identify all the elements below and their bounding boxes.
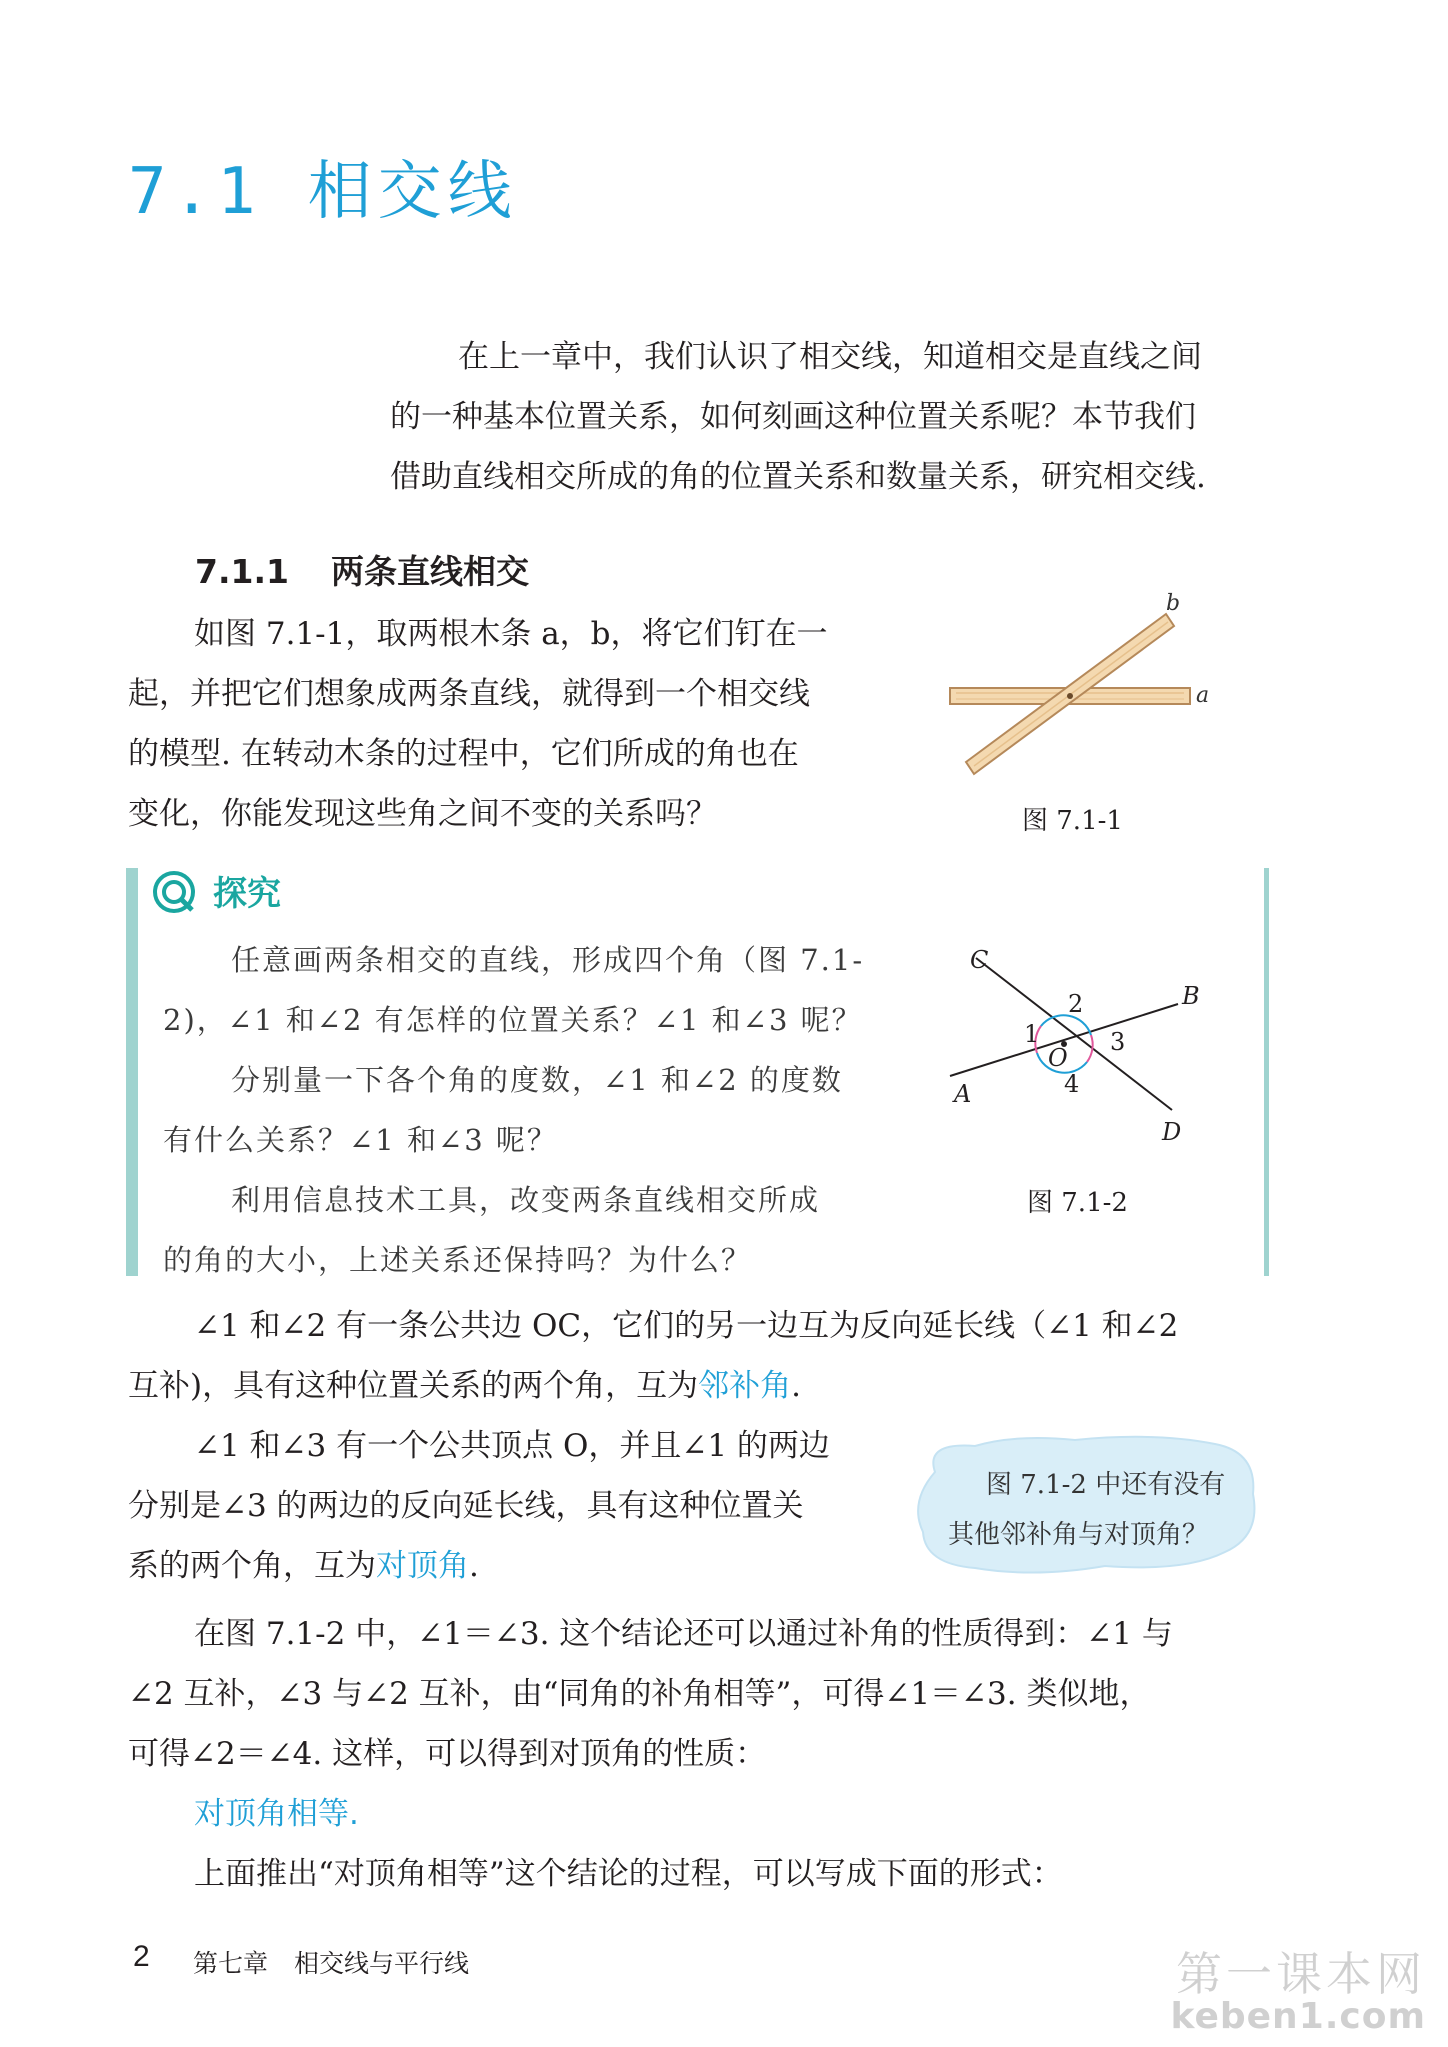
para-line: [128, 1536, 830, 1596]
para-proof: [128, 1604, 1173, 1784]
para-line: 的模型. 在转动木条的过程中，它们所成的角也在: [128, 736, 799, 772]
para-line: ∠1 和∠3 有一个公共顶点 O，并且∠1 的两边: [194, 1428, 830, 1464]
label-C: C: [970, 946, 989, 974]
para-derivation-form: 上面推出“对顶角相等”这个结论的过程，可以写成下面的形式：: [194, 1856, 1063, 1892]
para-line: 变化，你能发现这些角之间不变的关系吗？: [128, 796, 717, 832]
intro-line: 借助直线相交所成的角的位置关系和数量关系，研究相交线.: [390, 459, 1206, 495]
label-b: b: [1166, 591, 1181, 616]
chapter-number: 第七章: [193, 1949, 269, 1978]
property-statement: 对顶角相等.: [194, 1796, 359, 1832]
figure-intersecting-lines: [940, 940, 1240, 1150]
intro-line: 的一种基本位置关系，如何刻画这种位置关系呢？本节我们: [390, 399, 1196, 435]
explore-line: 利用信息技术工具，改变两条直线相交所成: [231, 1183, 821, 1217]
term-adjacent-supplementary: 邻补角: [698, 1368, 792, 1404]
explore-left-bar: [126, 868, 138, 1276]
explore-line: 有什么关系？∠1 和∠3 呢？: [163, 1123, 558, 1157]
subsection-title: 两条直线相交: [330, 552, 529, 591]
explore-line: 分别量一下各个角的度数，∠1 和∠2 的度数: [231, 1063, 843, 1097]
watermark-cn: 第一课本网: [1176, 1947, 1426, 2001]
term-vertical-angles: 对顶角: [376, 1548, 469, 1584]
figure-7-1-2-caption: 图 7.1-2: [1027, 1188, 1128, 1218]
label-angle-2: 2: [1068, 990, 1084, 1018]
para-line: [128, 1356, 1178, 1416]
bubble-line: 其他邻补角与对顶角？: [948, 1520, 1209, 1550]
explore-right-bar: [1264, 868, 1269, 1276]
intro-line: 在上一章中，我们认识了相交线，知道相交是直线之间: [458, 339, 1202, 375]
para-line-end: .: [469, 1548, 479, 1584]
label-a: a: [1196, 683, 1210, 708]
para-line: 分别是∠3 的两边的反向延长线，具有这种位置关: [128, 1488, 804, 1524]
para-line: ∠1 和∠2 有一条公共边 OC，它们的另一边互为反向延长线（∠1 和∠2: [194, 1308, 1179, 1344]
explore-line: 任意画两条相交的直线，形成四个角（图 7.1-: [231, 943, 865, 977]
para-vertical-angles: [128, 1416, 830, 1596]
explore-text: [163, 930, 864, 1290]
subsection-number: 7.1.1: [195, 552, 289, 591]
label-A: A: [954, 1080, 972, 1108]
section-title: [128, 140, 518, 232]
page-number: 2: [133, 1940, 150, 1973]
bubble-line: 图 7.1-2 中还有没有: [986, 1470, 1226, 1500]
para-line: 可得∠2＝∠4. 这样，可以得到对顶角的性质：: [128, 1736, 767, 1772]
section-title-text: 相交线: [307, 155, 518, 229]
para-line-text: 互补)，具有这种位置关系的两个角，互为: [128, 1368, 699, 1404]
chapter-footer: [193, 1944, 469, 1980]
para-line: 如图 7.1-1，取两根木条 a，b，将它们钉在一: [194, 616, 828, 652]
explore-icon: [150, 868, 198, 916]
intro-paragraph: [390, 327, 1270, 507]
watermark-url: keben1.com: [1170, 1996, 1426, 2037]
label-angle-4: 4: [1064, 1070, 1080, 1098]
explore-line: 2)，∠1 和∠2 有怎样的位置关系？∠1 和∠3 呢？: [163, 1003, 863, 1037]
explore-title: 探究: [213, 874, 281, 914]
label-O: O: [1048, 1044, 1068, 1072]
label-angle-1: 1: [1024, 1020, 1040, 1048]
subsection-heading: [195, 546, 529, 593]
para-line: 在图 7.1-2 中，∠1＝∠3. 这个结论还可以通过补角的性质得到：∠1 与: [194, 1616, 1173, 1652]
label-angle-3: 3: [1110, 1028, 1126, 1056]
section-number: 7.1: [128, 155, 262, 229]
para-line-end: .: [791, 1368, 801, 1404]
para-line: ∠2 互补，∠3 与∠2 互补，由“同角的补角相等”，可得∠1＝∠3. 类似地，: [128, 1676, 1151, 1712]
label-D: D: [1162, 1118, 1182, 1146]
para-line-text: 系的两个角，互为: [128, 1548, 376, 1584]
explore-line: 的角的大小，上述关系还保持吗？为什么？: [163, 1243, 753, 1277]
para-line: 起，并把它们想象成两条直线，就得到一个相交线: [128, 676, 810, 712]
angle-2-arc: [1041, 1015, 1091, 1035]
bubble-text: [948, 1460, 1225, 1560]
chapter-title: 相交线与平行线: [294, 1949, 470, 1978]
angle-3-arc: [1087, 1035, 1093, 1062]
label-B: B: [1182, 982, 1200, 1010]
figure-7-1-1-caption: 图 7.1-1: [1022, 806, 1123, 836]
figure-wood-strips: [930, 590, 1220, 790]
para-adjacent-angles: [128, 1296, 1178, 1416]
nail-point: [1067, 693, 1073, 699]
para-wood-model: [128, 604, 828, 844]
